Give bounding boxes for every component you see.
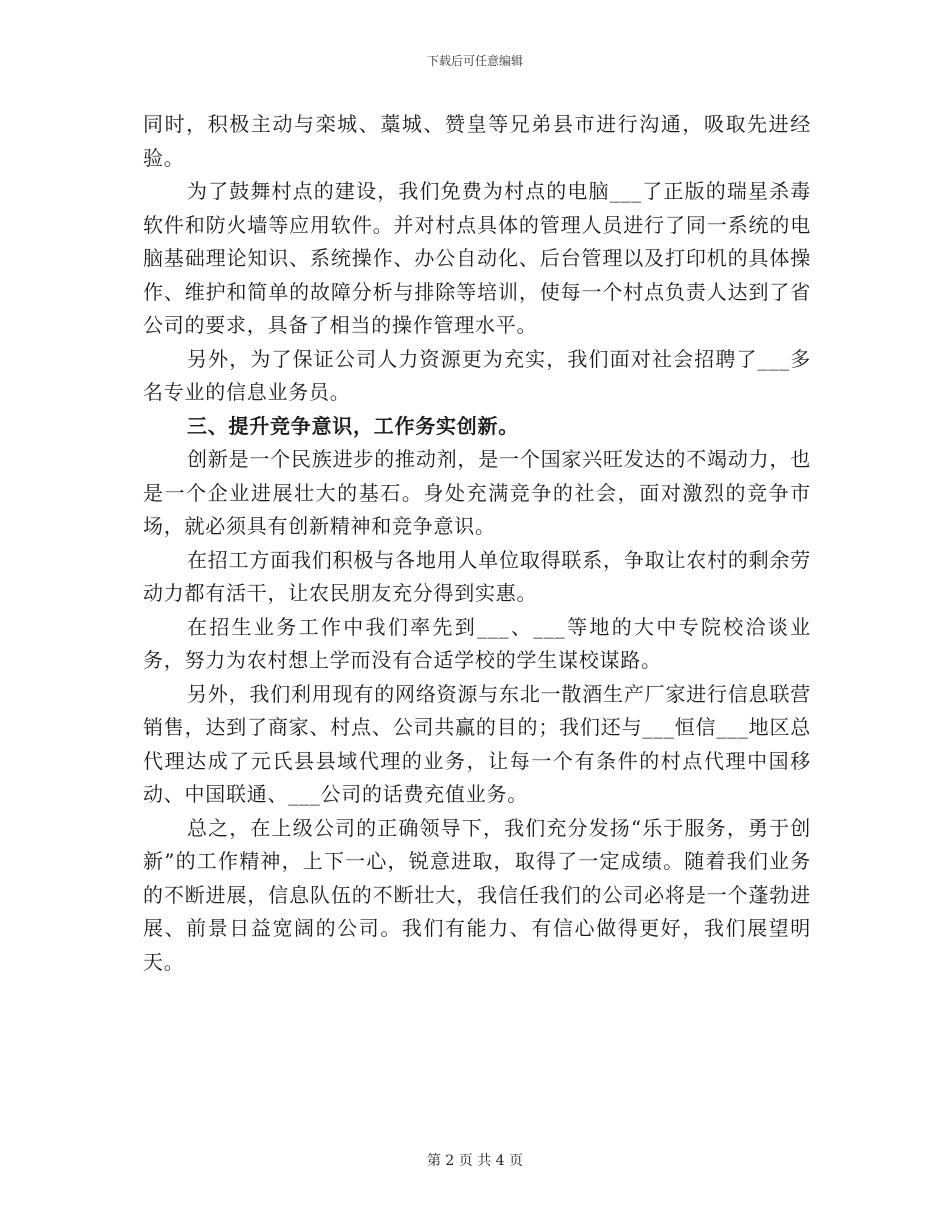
paragraph-software: 为了鼓舞村点的建设，我们免费为村点的电脑___了正版的瑞星杀毒软件和防火墙等应用软件。并对村点具体的管理人员进行了同一系统的电脑基础理论知识、系统操作、办公自动化、后台管理以及打印机的具体操作、维护和简单的故障分析与排除等培训，使每一个村点负责人达到了省公司的要求，具备了相当的操作管理水平。 — [143, 179, 811, 337]
page-number: 第 2 页 共 4 页 — [426, 1153, 524, 1169]
paragraph-innovation: 创新是一个民族进步的推动剂，是一个国家兴旺发达的不竭动力，也是一个企业进展壮大的基石。身处充满竞争的社会，面对激烈的竞争市场，就必须具有创新精神和竞争意识。 — [143, 447, 811, 538]
paragraph-employment: 在招工方面我们积极与各地用人单位取得联系，争取让农村的剩余劳动力都有活干，让农民朋友充分得到实惠。 — [143, 547, 811, 605]
paragraph-recruitment: 另外，为了保证公司人力资源更为充实，我们面对社会招聘了___多名专业的信息业务员。 — [143, 346, 811, 404]
paragraph-sales: 另外，我们利用现有的网络资源与东北一散酒生产厂家进行信息联营销售，达到了商家、村点、公司共赢的目的；我们还与___恒信___地区总代理达成了元氏县县域代理的业务，让每一个有条件的村点代理中国移动、中国联通、___公司的话费充值业务。 — [143, 681, 811, 806]
paragraph-conclusion: 总之，在上级公司的正确领导下，我们充分发扬“乐于服务，勇于创新”的工作精神，上下一心，锐意进取，取得了一定成绩。随着我们业务的不断进展，信息队伍的不断壮大，我信任我们的公司必将是一个蓬勃进展、前景日益宽阔的公司。我们有能力、有信心做得更好，我们展望明天。 — [143, 815, 811, 974]
section-heading: 三、提升竞争意识，工作务实创新。 — [187, 413, 519, 438]
paragraph-enrollment: 在招生业务工作中我们率先到___、___等地的大中专院校洽谈业务，努力为农村想上学而没有合适学校的学生谋校谋路。 — [143, 614, 811, 672]
page-header: 下载后可任意编辑 — [426, 54, 523, 68]
paragraph-continuation: 同时，积极主动与栾城、藁城、赞皇等兄弟县市进行沟通，吸取先进经验。 — [143, 112, 811, 170]
document-body — [143, 108, 811, 979]
